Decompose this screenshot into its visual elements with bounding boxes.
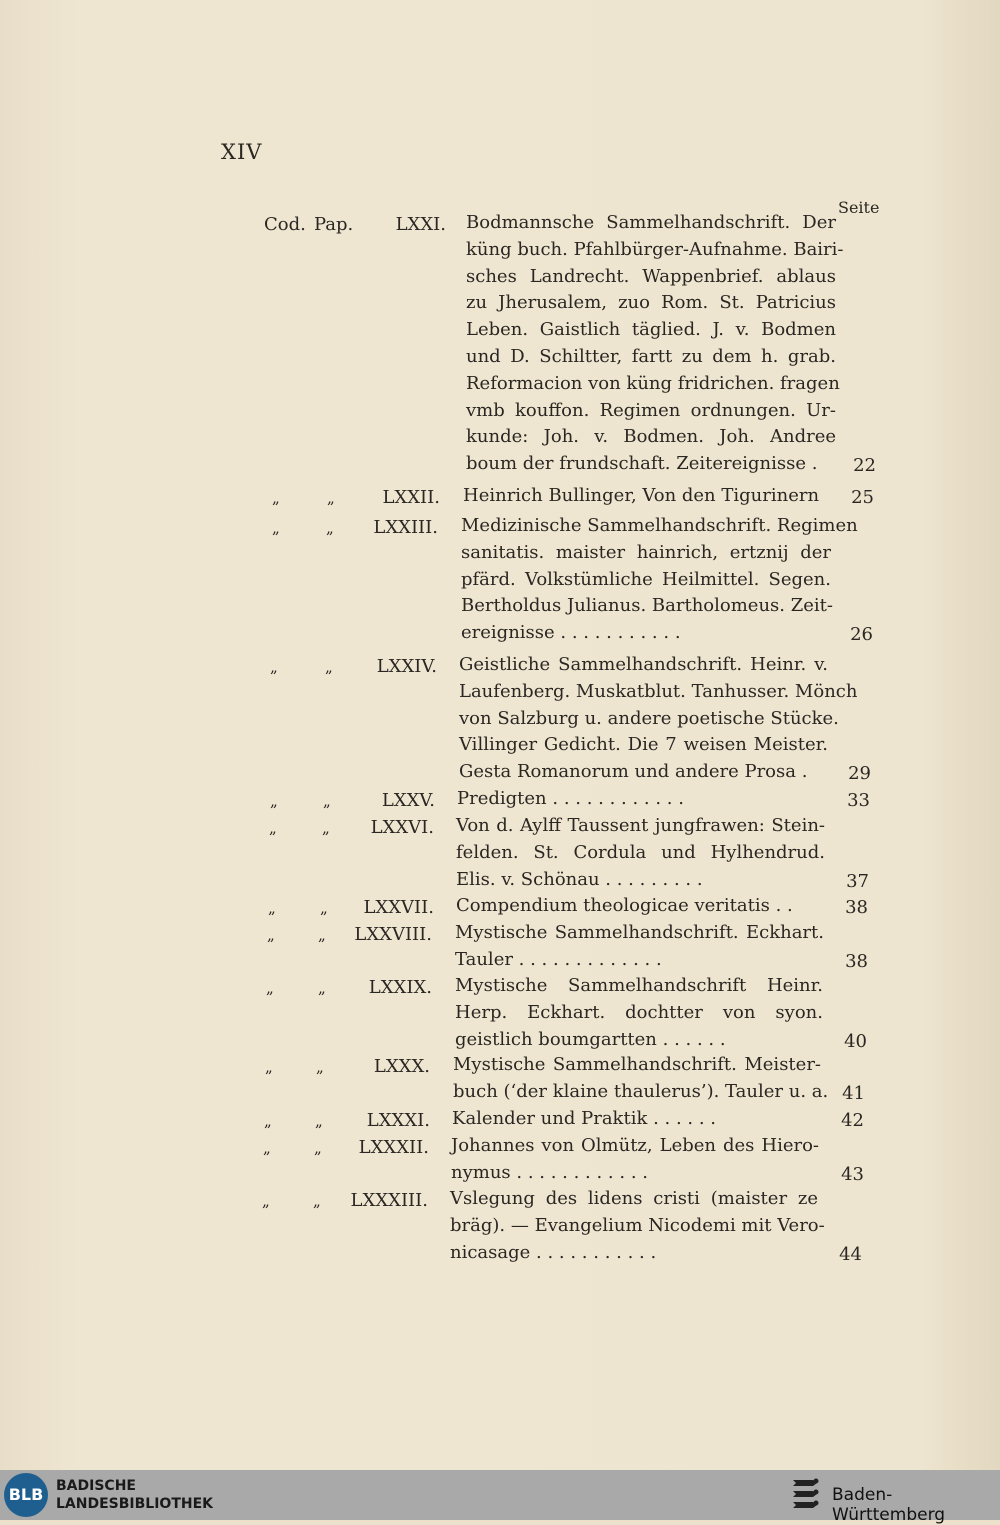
codex-number: LXXI. (395, 214, 446, 235)
ditto-mark: „ (272, 519, 280, 537)
paper-label: Pap. (314, 214, 354, 235)
codex-number: LXXVI. (370, 817, 434, 838)
ditto-mark: „ (315, 1112, 323, 1130)
description-line: buch (‘der klaine thaulerus’). Tauler u. a. (453, 1080, 829, 1102)
library-name[interactable] (56, 1477, 213, 1513)
description-line: Reformacion von küng fridrichen. fragen (466, 372, 840, 394)
entry-description (455, 973, 823, 1053)
state-name[interactable]: Baden-Württemberg (832, 1485, 946, 1525)
description-line: kunde: Joh. v. Bodmen. Joh. Andree (466, 426, 836, 448)
description-line: Predigten . . . . . . . . . . . . (457, 788, 684, 809)
page-reference: 33 (847, 790, 870, 811)
ditto-mark: „ (323, 792, 331, 810)
description-line: Gesta Romanorum und andere Prosa . (459, 761, 808, 783)
codex-number: LXXIV. (376, 656, 437, 677)
codex-number: LXXXI. (366, 1110, 430, 1131)
entry-description (459, 652, 858, 786)
codex-number: LXXXIII. (350, 1190, 428, 1211)
description-line: Mystische Sammelhandschrift. Meister- (453, 1054, 821, 1075)
ditto-mark: „ (320, 899, 328, 917)
description-line: Medizinische Sammelhandschrift. Regimen (461, 515, 858, 536)
ditto-mark: „ (270, 658, 278, 676)
description-line: Herp. Eckhart. dochtter von syon. (455, 1001, 823, 1023)
description-line: Leben. Gaistlich täglied. J. v. Bodmen (466, 319, 836, 341)
description-line: Tauler . . . . . . . . . . . . . (455, 948, 662, 970)
description-line: felden. St. Cordula und Hylhendrud. (456, 841, 825, 863)
ditto-mark: „ (327, 489, 335, 507)
page-number: XIV (221, 140, 263, 164)
page-reference: 44 (839, 1243, 862, 1265)
description-line: bräg). — Evangelium Nicodemi mit Vero- (450, 1214, 825, 1236)
page-reference: 38 (845, 897, 868, 918)
description-line: Geistliche Sammelhandschrift. Heinr. v. (459, 654, 828, 675)
codex-number: LXXIII. (373, 517, 438, 538)
description-line: Bodmannsche Sammelhandschrift. Der (466, 212, 836, 233)
footer-bar (0, 1470, 1000, 1525)
codex-number: LXXX. (373, 1056, 430, 1077)
page-reference: 37 (846, 870, 869, 892)
ditto-mark: „ (266, 979, 274, 997)
entry-description (456, 813, 825, 893)
description-line: vmb kouffon. Regimen ordnungen. Ur- (466, 399, 836, 421)
ditto-mark: „ (313, 1192, 321, 1210)
codex-number: LXXVII. (363, 897, 434, 918)
library-name-line1: BADISCHE (56, 1478, 136, 1494)
ditto-mark: „ (264, 1112, 272, 1130)
description-line: von Salzburg u. andere poetische Stücke. (459, 707, 839, 729)
ditto-mark: „ (263, 1139, 271, 1157)
codex-label: Cod. (264, 214, 306, 235)
page-reference: 26 (850, 624, 873, 646)
entry-description (452, 1106, 820, 1133)
description-line: Elis. v. Schönau . . . . . . . . . (456, 868, 703, 890)
entry-description (463, 483, 833, 510)
ditto-mark: „ (314, 1139, 322, 1157)
description-line: und D. Schiltter, fartt zu dem h. grab. (466, 345, 836, 367)
entry-description (466, 210, 844, 478)
description-line: sanitatis. maister hainrich, ertznij der (461, 541, 831, 563)
ditto-mark: „ (326, 519, 334, 537)
entry-description (450, 1186, 825, 1266)
description-line: Von d. Aylff Taussent jungfrawen: Stein- (456, 815, 825, 836)
codex-number: LXXIX. (368, 977, 432, 998)
description-line: nicasage . . . . . . . . . . . (450, 1241, 657, 1263)
codex-number: LXXII. (382, 487, 440, 508)
ditto-mark: „ (272, 489, 280, 507)
ditto-mark: „ (262, 1192, 270, 1210)
entry-description (457, 786, 826, 813)
ditto-mark: „ (268, 899, 276, 917)
entry-description (456, 893, 825, 920)
page-reference: 41 (842, 1082, 865, 1104)
ditto-mark: „ (325, 658, 333, 676)
page-reference: 42 (841, 1110, 864, 1131)
description-line: Mystische Sammelhandschrift. Eckhart. (455, 922, 824, 943)
description-line: küng buch. Pfahlbürger-Aufnahme. Bairi- (466, 238, 844, 260)
description-line: sches Landrecht. Wappenbrief. ablaus (466, 265, 836, 287)
ditto-mark: „ (318, 926, 326, 944)
description-line: Villinger Gedicht. Die 7 weisen Meister. (459, 734, 828, 756)
page-reference: 43 (841, 1163, 864, 1185)
description-line: ereignisse . . . . . . . . . . . (461, 622, 681, 644)
entry-description (451, 1133, 819, 1187)
description-line: Kalender und Praktik . . . . . . (452, 1108, 717, 1129)
description-line: Compendium theologicae veritatis . . (456, 895, 793, 916)
description-line: Laufenberg. Muskatblut. Tanhusser. Mönch (459, 680, 858, 702)
blb-logo[interactable]: BLB (4, 1473, 48, 1517)
description-line: nymus . . . . . . . . . . . . (451, 1161, 648, 1183)
codex-number: LXXVIII. (354, 924, 432, 945)
seite-column-header: Seite (838, 198, 880, 217)
ditto-mark: „ (270, 792, 278, 810)
page-reference: 40 (844, 1030, 867, 1052)
entry-description (455, 920, 824, 974)
ditto-mark: „ (267, 926, 275, 944)
description-line: boum der frundschaft. Zeitereignisse . (466, 453, 818, 475)
entry-description (453, 1052, 829, 1106)
page-reference: 25 (851, 487, 874, 508)
description-line: Johannes von Olmütz, Leben des Hiero- (451, 1135, 819, 1156)
entry-description (461, 513, 858, 647)
library-name-line2: LANDESBIBLIOTHEK (56, 1496, 214, 1512)
description-line: geistlich boumgartten . . . . . . (455, 1028, 726, 1050)
page-reference: 38 (845, 950, 868, 972)
ditto-mark: „ (269, 819, 277, 837)
ditto-mark: „ (265, 1058, 273, 1076)
ditto-mark: „ (322, 819, 330, 837)
description-line: Bertholdus Julianus. Bartholomeus. Zeit- (461, 595, 833, 617)
description-line: Mystische Sammelhandschrift Heinr. (455, 975, 823, 996)
page-reference: 22 (853, 455, 876, 477)
page-reference: 29 (848, 763, 871, 785)
codex-number: LXXXII. (358, 1137, 429, 1158)
ditto-mark: „ (316, 1058, 324, 1076)
description-line: Heinrich Bullinger, Von den Tigurinern (463, 485, 820, 506)
ditto-mark: „ (318, 979, 326, 997)
description-line: zu Jherusalem, zuo Rom. St. Patricius (466, 292, 836, 314)
description-line: Vslegung des lidens cristi (maister ze (450, 1188, 818, 1209)
description-line: pfärd. Volkstümliche Heilmittel. Segen. (461, 568, 831, 590)
codex-number: LXXV. (381, 790, 435, 811)
lions-crest-icon (790, 1476, 822, 1514)
